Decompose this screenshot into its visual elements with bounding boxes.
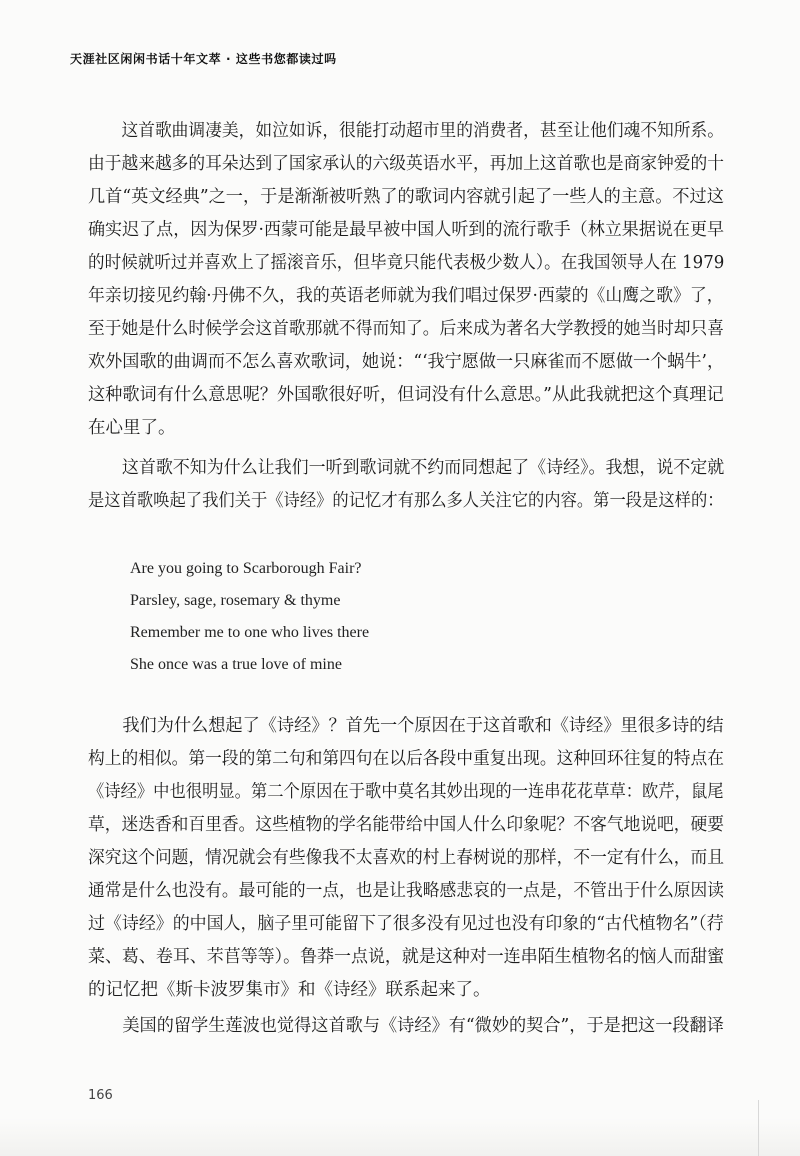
scan-crease (758, 1100, 759, 1156)
scan-shadow (0, 1118, 800, 1156)
text-line: 构上的相似。第一段的第二句和第四句在以后各段中重复出现。这种回环往复的特点在 (88, 749, 724, 769)
page-number: 166 (88, 1088, 113, 1103)
text-line: 我们为什么想起了《诗经》？首先一个原因在于这首歌和《诗经》里很多诗的结 (88, 716, 724, 736)
text-line: 草，迷迭香和百里香。这些植物的学名能带给中国人什么印象呢？不客气地说吧，硬要 (88, 815, 724, 835)
text-line: 这种歌词有什么意思呢？外国歌很好听，但词没有什么意思。”从此我就把这个真理记 (88, 385, 724, 405)
text-line: 这首歌曲调凄美，如泣如诉，很能打动超市里的消费者，甚至让他们魂不知所系。 (88, 121, 724, 141)
text-line: 由于越来越多的耳朵达到了国家承认的六级英语水平，再加上这首歌也是商家钟爱的十 (88, 154, 724, 174)
verse-line: She once was a true love of mine (130, 656, 342, 673)
text-line: 通常是什么也没有。最可能的一点，也是让我略感悲哀的一点是，不管出于什么原因读 (88, 881, 724, 901)
text-line: 在心里了。 (88, 418, 176, 438)
verse-line: Are you going to Scarborough Fair? (130, 560, 362, 577)
text-line: 深究这个问题，情况就会有些像我不太喜欢的村上春树说的那样，不一定有什么，而且 (88, 848, 724, 868)
text-line: 《诗经》中也很明显。第二个原因在于歌中莫名其妙出现的一连串花花草草：欧芹，鼠尾 (88, 782, 724, 802)
text-line: 至于她是什么时候学会这首歌那就不得而知了。后来成为著名大学教授的她当时却只喜 (88, 319, 724, 339)
running-header: 天涯社区闲闲书话十年文萃 · 这些书您都读过吗 (70, 52, 337, 66)
text-line: 确实迟了点，因为保罗·西蒙可能是最早被中国人听到的流行歌手（林立果据说在更早 (88, 220, 725, 240)
verse-line: Remember me to one who lives there (130, 624, 370, 641)
text-line: 美国的留学生莲波也觉得这首歌与《诗经》有“微妙的契合”，于是把这一段翻译 (88, 1016, 724, 1036)
text-line: 的记忆把《斯卡波罗集市》和《诗经》联系起来了。 (88, 980, 491, 1000)
text-line: 这首歌不知为什么让我们一听到歌词就不约而同想起了《诗经》。我想，说不定就 (88, 458, 725, 478)
text-line: 是这首歌唤起了我们关于《诗经》的记忆才有那么多人关注它的内容。第一段是这样的： (88, 491, 724, 511)
text-line: 过《诗经》的中国人，脑子里可能留下了很多没有见过也没有印象的“古代植物名”（荇 (88, 914, 724, 934)
text-line: 欢外国歌的曲调而不怎么喜欢歌词，她说：“‘我宁愿做一只麻雀而不愿做一个蜗牛’， (88, 352, 725, 372)
text-line: 的时候就听过并喜欢上了摇滚音乐，但毕竟只能代表极少数人）。在我国领导人在 1979 (88, 253, 725, 273)
verse-line: Parsley, sage, rosemary & thyme (130, 592, 341, 609)
text-line: 几首“英文经典”之一，于是渐渐被听熟了的歌词内容就引起了一些人的主意。不过这 (88, 187, 724, 207)
text-line: 年亲切接见约翰·丹佛不久，我的英语老师就为我们唱过保罗·西蒙的《山鹰之歌》了， (88, 286, 724, 306)
text-line: 菜、葛、卷耳、芣苢等等）。鲁莽一点说，就是这种对一连串陌生植物名的恼人而甜蜜 (88, 947, 725, 967)
